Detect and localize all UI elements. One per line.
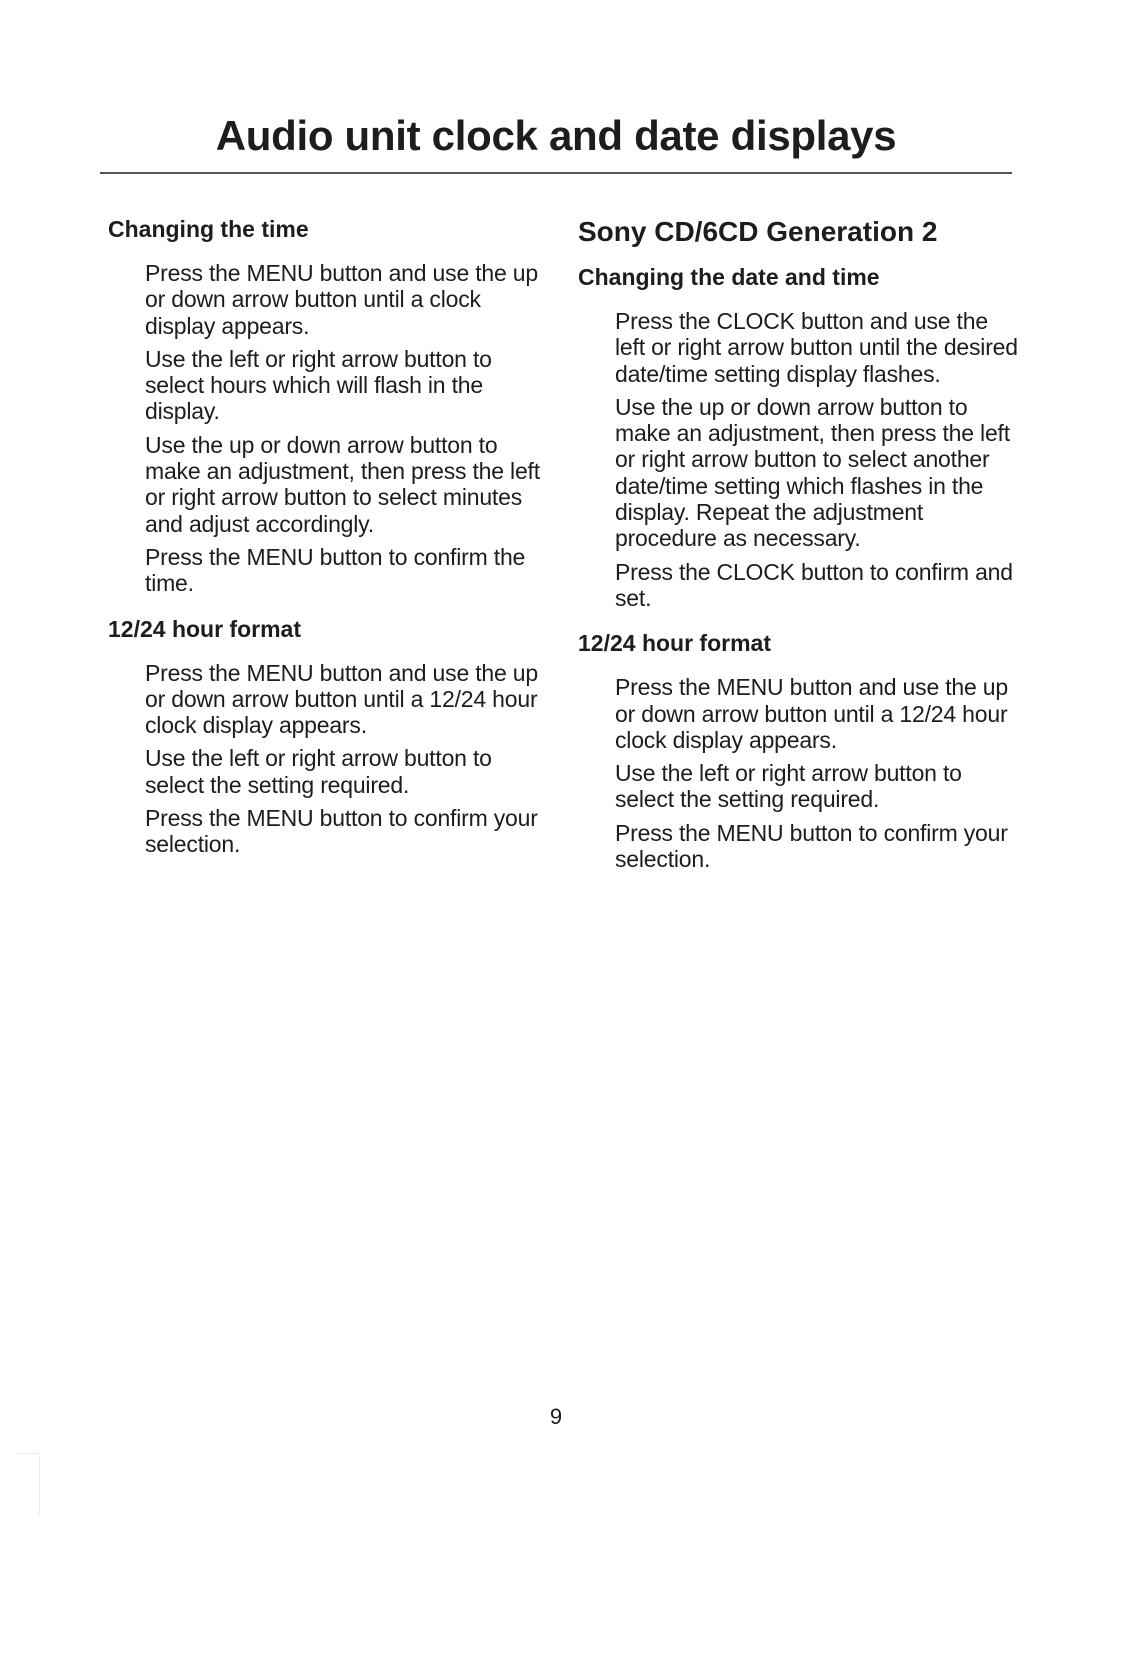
right-column — [578, 214, 1018, 879]
crop-mark — [17, 1453, 40, 1516]
spacer — [108, 604, 548, 614]
paragraph: Press the CLOCK button and use the left or right arrow button until the desired date/time setting display flashes. — [615, 308, 1018, 387]
left-column — [108, 214, 548, 865]
model-heading: Sony CD/6CD Generation 2 — [578, 216, 938, 247]
paragraph: Press the MENU button and use the up or down arrow button until a clock display appears. — [145, 260, 538, 339]
section-heading-changing-date-time: Changing the date and time — [578, 264, 880, 290]
section-heading-hour-format: 12/24 hour format — [108, 615, 301, 642]
paragraph: Use the up or down arrow button to make an adjustment, then press the left or right arrow button to select another date/time setting which flashes in the display. Repeat the adjustment procedure as necessary. — [615, 393, 1010, 552]
paragraph: Press the MENU button to confirm your selection. — [615, 819, 1008, 873]
section-heading-hour-format: 12/24 hour format — [578, 630, 771, 657]
section-heading-changing-time: Changing the time — [108, 216, 309, 242]
paragraph: Press the MENU button to confirm the time. — [145, 543, 526, 597]
paragraph: Press the MENU button and use the up or down arrow button until a 12/24 hour clock display appears. — [145, 659, 538, 739]
paragraph: Use the left or right arrow button to select hours which will flash in the display. — [145, 345, 492, 425]
page-title: Audio unit clock and date displays — [215, 112, 897, 159]
paragraph: Use the up or down arrow button to make an adjustment, then press the left or right arrow button to select minutes and adjust accordingly. — [145, 431, 540, 537]
paragraph: Use the left or right arrow button to select the setting required. — [615, 760, 962, 813]
paragraph: Use the left or right arrow button to select the setting required. — [145, 745, 492, 798]
title-divider — [100, 172, 1012, 174]
page-number: 9 — [549, 1404, 563, 1429]
paragraph: Press the CLOCK button to confirm and set. — [615, 558, 1013, 611]
spacer — [578, 618, 1018, 628]
paragraph: Press the MENU button and use the up or down arrow button until a 12/24 hour clock display appears. — [615, 674, 1008, 753]
paragraph: Press the MENU button to confirm your selection. — [145, 805, 538, 858]
